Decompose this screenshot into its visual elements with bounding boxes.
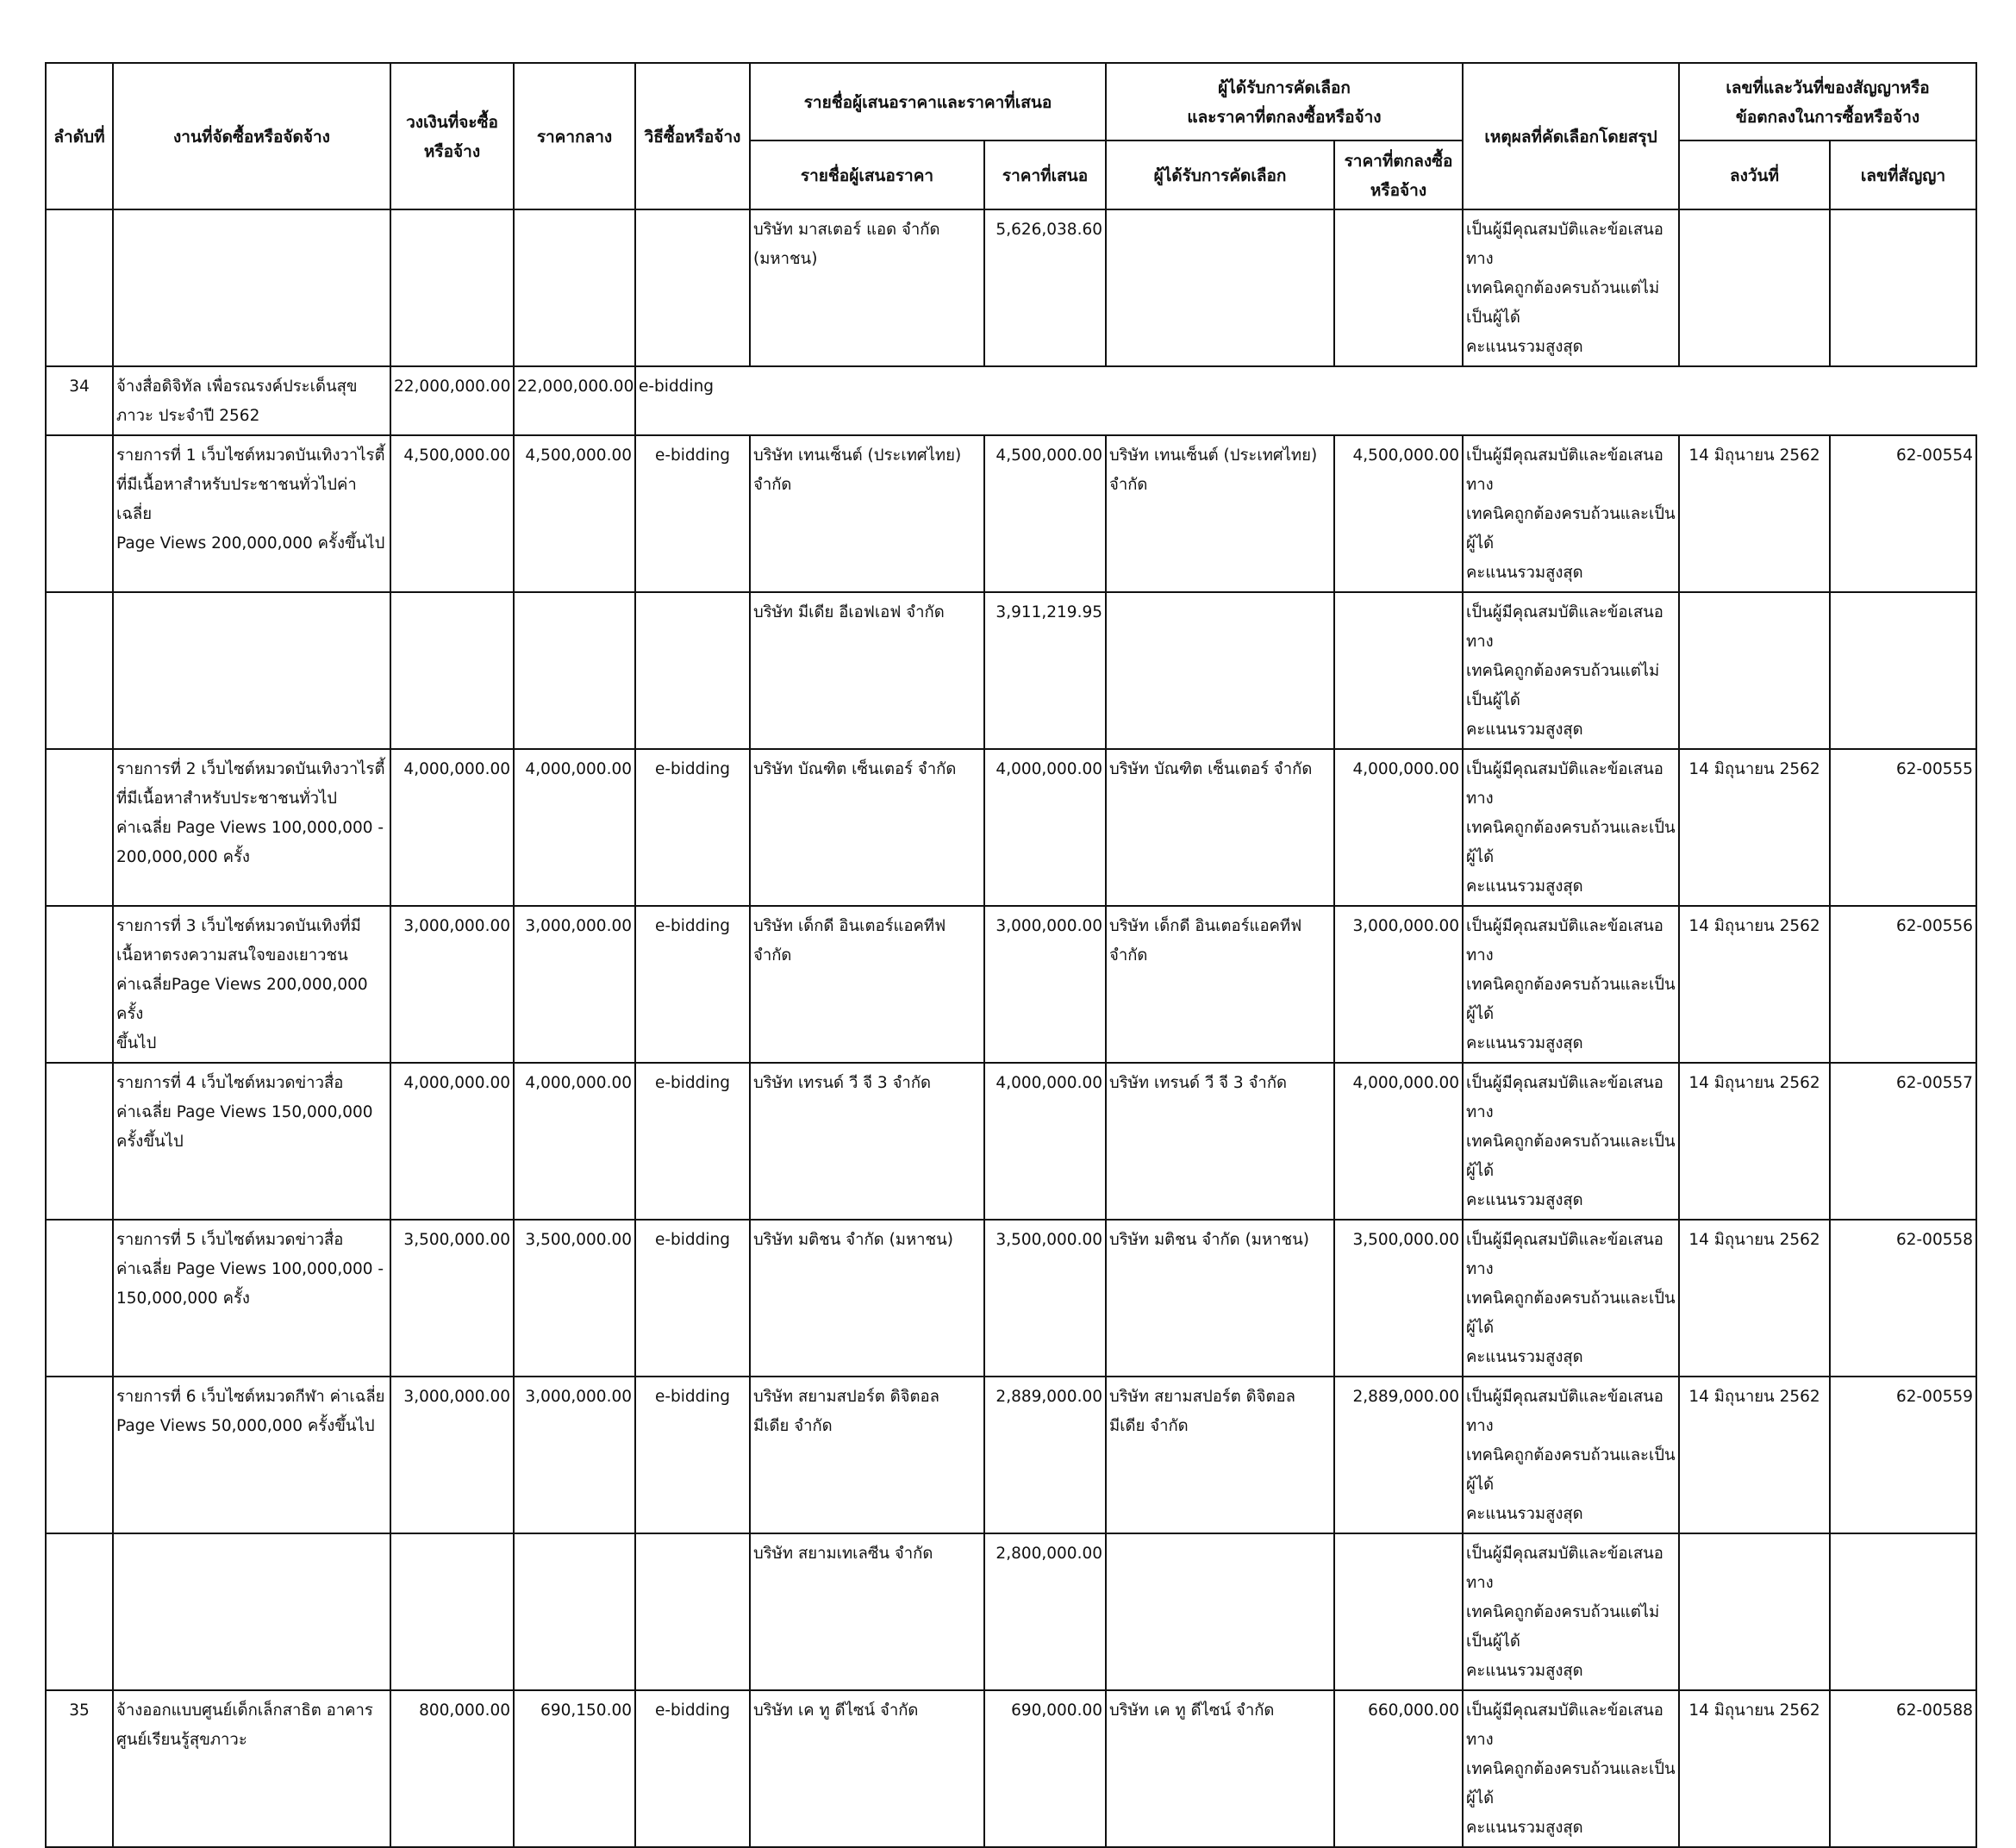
cell-agreed: 3,500,000.00 bbox=[1334, 1220, 1463, 1377]
cell-date: 14 มิถุนายน 2562 bbox=[1679, 1690, 1830, 1847]
cell-method: e-bidding bbox=[635, 906, 750, 1063]
cell-median: 4,000,000.00 bbox=[514, 1063, 635, 1220]
cell-date bbox=[1679, 209, 1830, 366]
cell-work: จ้างสื่อดิจิทัล เพื่อรณรงค์ประเด็นสุข ภาวะ ประจำปี 2562 bbox=[113, 366, 390, 435]
cell-date: 14 มิถุนายน 2562 bbox=[1679, 1377, 1830, 1533]
header-work: งานที่จัดซื้อหรือจัดจ้าง bbox=[113, 63, 390, 209]
cell-reason: เป็นผู้มีคุณสมบัติและข้อเสนอทาง เทคนิคถูกต้องครบถ้วนและเป็นผู้ได้ คะแนนรวมสูงสุด bbox=[1463, 1063, 1679, 1220]
cell-bidder: บริษัท มติชน จำกัด (มหาชน) bbox=[750, 1220, 984, 1377]
cell-agreed bbox=[1334, 592, 1463, 749]
cell-agreed: 3,000,000.00 bbox=[1334, 906, 1463, 1063]
cell-contract bbox=[1830, 209, 1976, 366]
table-body bbox=[46, 209, 1976, 1847]
cell-contract bbox=[1830, 592, 1976, 749]
header-budget: วงเงินที่จะซื้อ หรือจ้าง bbox=[390, 63, 514, 209]
cell-bidder: บริษัท เทรนด์ วี จี 3 จำกัด bbox=[750, 1063, 984, 1220]
cell-contract: 62-00558 bbox=[1830, 1220, 1976, 1377]
cell-agreed bbox=[1334, 209, 1463, 366]
cell-bidder: บริษัท เทนเซ็นต์ (ประเทศไทย) จำกัด bbox=[750, 435, 984, 592]
cell-seq bbox=[46, 435, 113, 592]
table-row bbox=[46, 1220, 1976, 1377]
cell-median: 4,500,000.00 bbox=[514, 435, 635, 592]
cell-budget: 3,000,000.00 bbox=[390, 906, 514, 1063]
cell-contract: 62-00557 bbox=[1830, 1063, 1976, 1220]
cell-date: 14 มิถุนายน 2562 bbox=[1679, 906, 1830, 1063]
cell-bid: 2,889,000.00 bbox=[984, 1377, 1106, 1533]
cell-seq bbox=[46, 1533, 113, 1690]
cell-bidder: บริษัท สยามเทเลซีน จำกัด bbox=[750, 1533, 984, 1690]
cell-date: 14 มิถุนายน 2562 bbox=[1679, 749, 1830, 906]
cell-method: e-bidding bbox=[635, 1220, 750, 1377]
cell-budget: 4,500,000.00 bbox=[390, 435, 514, 592]
cell-agreed bbox=[1334, 1533, 1463, 1690]
table-row bbox=[46, 1690, 1976, 1847]
cell-bid: 3,911,219.95 bbox=[984, 592, 1106, 749]
cell-bidder: บริษัท มาสเตอร์ แอด จำกัด (มหาชน) bbox=[750, 209, 984, 366]
cell-contract: 62-00554 bbox=[1830, 435, 1976, 592]
cell-seq: 34 bbox=[46, 366, 113, 435]
cell-selected: บริษัท บัณฑิต เซ็นเตอร์ จำกัด bbox=[1106, 749, 1334, 906]
cell-work bbox=[113, 592, 390, 749]
table-row bbox=[46, 1533, 1976, 1690]
cell-bidder: บริษัท เด็กดี อินเตอร์แอคทีฟ จำกัด bbox=[750, 906, 984, 1063]
cell-bid: 4,000,000.00 bbox=[984, 749, 1106, 906]
header-seq: ลำดับที่ bbox=[46, 63, 113, 209]
cell-bid: 4,500,000.00 bbox=[984, 435, 1106, 592]
cell-median: 3,500,000.00 bbox=[514, 1220, 635, 1377]
header-bidders-group: รายชื่อผู้เสนอราคาและราคาที่เสนอ bbox=[750, 63, 1106, 140]
cell-reason: เป็นผู้มีคุณสมบัติและข้อเสนอทาง เทคนิคถูกต้องครบถ้วนและเป็นผู้ได้ คะแนนรวมสูงสุด bbox=[1463, 1690, 1679, 1847]
cell-selected: บริษัท สยามสปอร์ต ดิจิตอล มีเดีย จำกัด bbox=[1106, 1377, 1334, 1533]
cell-agreed: 4,000,000.00 bbox=[1334, 1063, 1463, 1220]
cell-method: e-bidding bbox=[635, 366, 1976, 435]
cell-budget bbox=[390, 1533, 514, 1690]
cell-method: e-bidding bbox=[635, 749, 750, 906]
cell-work: จ้างออกแบบศูนย์เด็กเล็กสาธิต อาคาร ศูนย์เรียนรู้สุขภาวะ bbox=[113, 1690, 390, 1847]
cell-budget bbox=[390, 592, 514, 749]
cell-agreed: 4,000,000.00 bbox=[1334, 749, 1463, 906]
cell-budget: 4,000,000.00 bbox=[390, 749, 514, 906]
cell-agreed: 660,000.00 bbox=[1334, 1690, 1463, 1847]
cell-reason: เป็นผู้มีคุณสมบัติและข้อเสนอทาง เทคนิคถูกต้องครบถ้วนและเป็นผู้ได้ คะแนนรวมสูงสุด bbox=[1463, 749, 1679, 906]
table-row bbox=[46, 592, 1976, 749]
cell-budget: 800,000.00 bbox=[390, 1690, 514, 1847]
cell-method bbox=[635, 1533, 750, 1690]
cell-agreed: 4,500,000.00 bbox=[1334, 435, 1463, 592]
cell-work: รายการที่ 6 เว็บไซต์หมวดกีฬา ค่าเฉลี่ย Page Views 50,000,000 ครั้งขึ้นไป bbox=[113, 1377, 390, 1533]
cell-budget: 3,500,000.00 bbox=[390, 1220, 514, 1377]
cell-bid: 4,000,000.00 bbox=[984, 1063, 1106, 1220]
cell-reason: เป็นผู้มีคุณสมบัติและข้อเสนอทาง เทคนิคถูกต้องครบถ้วนและเป็นผู้ได้ คะแนนรวมสูงสุด bbox=[1463, 1377, 1679, 1533]
cell-agreed: 2,889,000.00 bbox=[1334, 1377, 1463, 1533]
cell-median bbox=[514, 209, 635, 366]
cell-contract: 62-00588 bbox=[1830, 1690, 1976, 1847]
cell-selected: บริษัท เทรนด์ วี จี 3 จำกัด bbox=[1106, 1063, 1334, 1220]
cell-seq bbox=[46, 1063, 113, 1220]
cell-contract: 62-00555 bbox=[1830, 749, 1976, 906]
table-row bbox=[46, 209, 1976, 366]
table-row bbox=[46, 435, 1976, 592]
cell-work bbox=[113, 1533, 390, 1690]
cell-selected bbox=[1106, 1533, 1334, 1690]
cell-method bbox=[635, 592, 750, 749]
cell-selected bbox=[1106, 209, 1334, 366]
cell-bid: 3,000,000.00 bbox=[984, 906, 1106, 1063]
cell-budget: 3,000,000.00 bbox=[390, 1377, 514, 1533]
cell-contract: 62-00556 bbox=[1830, 906, 1976, 1063]
header-bid-price: ราคาที่เสนอ bbox=[984, 140, 1106, 209]
cell-budget: 22,000,000.00 bbox=[390, 366, 514, 435]
cell-reason: เป็นผู้มีคุณสมบัติและข้อเสนอทาง เทคนิคถูกต้องครบถ้วนและเป็นผู้ได้ คะแนนรวมสูงสุด bbox=[1463, 435, 1679, 592]
cell-seq bbox=[46, 592, 113, 749]
cell-median bbox=[514, 1533, 635, 1690]
cell-reason: เป็นผู้มีคุณสมบัติและข้อเสนอทาง เทคนิคถูกต้องครบถ้วนแต่ไม่เป็นผู้ได้ คะแนนรวมสูงสุด bbox=[1463, 209, 1679, 366]
cell-bidder: บริษัท เค ทู ดีไซน์ จำกัด bbox=[750, 1690, 984, 1847]
cell-date: 14 มิถุนายน 2562 bbox=[1679, 435, 1830, 592]
cell-seq bbox=[46, 209, 113, 366]
table-row bbox=[46, 1063, 1976, 1220]
cell-bid: 2,800,000.00 bbox=[984, 1533, 1106, 1690]
cell-seq: 35 bbox=[46, 1690, 113, 1847]
cell-selected: บริษัท เด็กดี อินเตอร์แอคทีฟ จำกัด bbox=[1106, 906, 1334, 1063]
cell-reason: เป็นผู้มีคุณสมบัติและข้อเสนอทาง เทคนิคถูกต้องครบถ้วนและเป็นผู้ได้ คะแนนรวมสูงสุด bbox=[1463, 1220, 1679, 1377]
cell-seq bbox=[46, 1377, 113, 1533]
cell-selected: บริษัท เค ทู ดีไซน์ จำกัด bbox=[1106, 1690, 1334, 1847]
cell-work: รายการที่ 1 เว็บไซต์หมวดบันเทิงวาไรตี้ ที่มีเนื้อหาสำหรับประชาชนทั่วไปค่าเฉลี่ย Page Views 200,000,000 ครั้งขึ้นไป bbox=[113, 435, 390, 592]
procurement-table bbox=[45, 62, 1977, 1848]
cell-bid: 3,500,000.00 bbox=[984, 1220, 1106, 1377]
cell-bid: 5,626,038.60 bbox=[984, 209, 1106, 366]
cell-contract bbox=[1830, 1533, 1976, 1690]
cell-method: e-bidding bbox=[635, 1377, 750, 1533]
cell-date bbox=[1679, 1533, 1830, 1690]
header-agreed-price: ราคาที่ตกลงซื้อ หรือจ้าง bbox=[1334, 140, 1463, 209]
cell-reason: เป็นผู้มีคุณสมบัติและข้อเสนอทาง เทคนิคถูกต้องครบถ้วนแต่ไม่เป็นผู้ได้ คะแนนรวมสูงสุด bbox=[1463, 1533, 1679, 1690]
cell-median: 3,000,000.00 bbox=[514, 906, 635, 1063]
header-selected-vendor: ผู้ได้รับการคัดเลือก bbox=[1106, 140, 1334, 209]
header-median-price: ราคากลาง bbox=[514, 63, 635, 209]
header-contract-date: ลงวันที่ bbox=[1679, 140, 1830, 209]
cell-seq bbox=[46, 1220, 113, 1377]
cell-budget bbox=[390, 209, 514, 366]
cell-selected: บริษัท มติชน จำกัด (มหาชน) bbox=[1106, 1220, 1334, 1377]
header-bidder-name: รายชื่อผู้เสนอราคา bbox=[750, 140, 984, 209]
cell-seq bbox=[46, 749, 113, 906]
cell-median: 3,000,000.00 bbox=[514, 1377, 635, 1533]
cell-selected bbox=[1106, 592, 1334, 749]
header-contract-number: เลขที่สัญญา bbox=[1830, 140, 1976, 209]
cell-bidder: บริษัท บัณฑิต เซ็นเตอร์ จำกัด bbox=[750, 749, 984, 906]
cell-work: รายการที่ 5 เว็บไซต์หมวดข่าวสื่อ ค่าเฉลี่ย Page Views 100,000,000 - 150,000,000 ครั้ง bbox=[113, 1220, 390, 1377]
cell-median: 4,000,000.00 bbox=[514, 749, 635, 906]
cell-work: รายการที่ 3 เว็บไซต์หมวดบันเทิงที่มี เนื้อหาตรงความสนใจของเยาวชน ค่าเฉลี่ยPage Views 200,000,000 ครั้ง ขึ้นไป bbox=[113, 906, 390, 1063]
cell-work bbox=[113, 209, 390, 366]
table-row bbox=[46, 1377, 1976, 1533]
cell-bidder: บริษัท สยามสปอร์ต ดิจิตอล มีเดีย จำกัด bbox=[750, 1377, 984, 1533]
cell-work: รายการที่ 2 เว็บไซต์หมวดบันเทิงวาไรตี้ ที่มีเนื้อหาสำหรับประชาชนทั่วไป ค่าเฉลี่ย Page Views 100,000,000 - 200,000,000 ครั้ง bbox=[113, 749, 390, 906]
cell-method: e-bidding bbox=[635, 1063, 750, 1220]
table-row bbox=[46, 366, 1976, 435]
header-contract-group: เลขที่และวันที่ของสัญญาหรือ ข้อตกลงในการซื้อหรือจ้าง bbox=[1679, 63, 1976, 140]
table-header bbox=[46, 63, 1976, 209]
cell-method: e-bidding bbox=[635, 435, 750, 592]
cell-method: e-bidding bbox=[635, 1690, 750, 1847]
cell-reason: เป็นผู้มีคุณสมบัติและข้อเสนอทาง เทคนิคถูกต้องครบถ้วนแต่ไม่เป็นผู้ได้ คะแนนรวมสูงสุด bbox=[1463, 592, 1679, 749]
header-reason: เหตุผลที่คัดเลือกโดยสรุป bbox=[1463, 63, 1679, 209]
cell-bid: 690,000.00 bbox=[984, 1690, 1106, 1847]
header-selected-group: ผู้ได้รับการคัดเลือก และราคาที่ตกลงซื้อหรือจ้าง bbox=[1106, 63, 1463, 140]
cell-seq bbox=[46, 906, 113, 1063]
cell-work: รายการที่ 4 เว็บไซต์หมวดข่าวสื่อ ค่าเฉลี่ย Page Views 150,000,000 ครั้งขึ้นไป bbox=[113, 1063, 390, 1220]
cell-median: 22,000,000.00 bbox=[514, 366, 635, 435]
cell-date: 14 มิถุนายน 2562 bbox=[1679, 1220, 1830, 1377]
cell-reason: เป็นผู้มีคุณสมบัติและข้อเสนอทาง เทคนิคถูกต้องครบถ้วนและเป็นผู้ได้ คะแนนรวมสูงสุด bbox=[1463, 906, 1679, 1063]
cell-selected: บริษัท เทนเซ็นต์ (ประเทศไทย) จำกัด bbox=[1106, 435, 1334, 592]
cell-median bbox=[514, 592, 635, 749]
cell-contract: 62-00559 bbox=[1830, 1377, 1976, 1533]
header-method: วิธีซื้อหรือจ้าง bbox=[635, 63, 750, 209]
cell-date: 14 มิถุนายน 2562 bbox=[1679, 1063, 1830, 1220]
table-row bbox=[46, 906, 1976, 1063]
cell-budget: 4,000,000.00 bbox=[390, 1063, 514, 1220]
cell-method bbox=[635, 209, 750, 366]
cell-date bbox=[1679, 592, 1830, 749]
table-row bbox=[46, 749, 1976, 906]
cell-median: 690,150.00 bbox=[514, 1690, 635, 1847]
cell-bidder: บริษัท มีเดีย อีเอฟเอฟ จำกัด bbox=[750, 592, 984, 749]
